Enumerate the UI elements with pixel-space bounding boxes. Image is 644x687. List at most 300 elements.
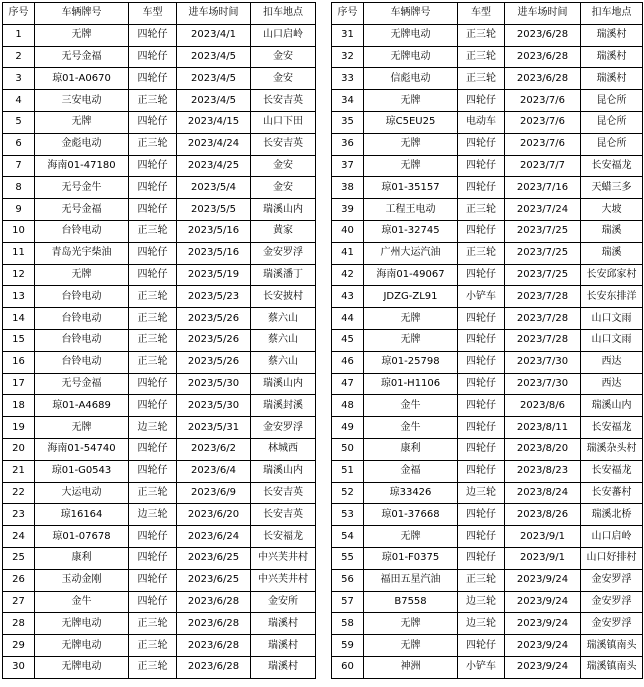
cell-plate: 康利 [35, 547, 129, 569]
cell-location: 瑞溪村 [581, 46, 643, 68]
cell-vehicle-type: 小铲车 [458, 656, 505, 678]
cell-location: 瑞溪村 [251, 635, 316, 657]
cell-entry-time: 2023/7/28 [505, 308, 581, 330]
cell-plate: 金牛 [35, 591, 129, 613]
table-row [332, 460, 643, 482]
cell-entry-time: 2023/6/28 [177, 613, 251, 635]
cell-plate: 无号金牛 [35, 177, 129, 199]
cell-vehicle-type: 正三轮 [129, 133, 177, 155]
table-row [3, 591, 316, 613]
cell-entry-time: 2023/5/19 [177, 264, 251, 286]
cell-plate: 三安电动 [35, 90, 129, 112]
cell-entry-time: 2023/5/30 [177, 373, 251, 395]
table-row [332, 438, 643, 460]
cell-plate: 玉动金刚 [35, 569, 129, 591]
cell-location: 山口下田 [251, 111, 316, 133]
col-header-location: 扣车地点 [581, 3, 643, 25]
table-row [332, 482, 643, 504]
cell-entry-time: 2023/4/24 [177, 133, 251, 155]
cell-index: 20 [3, 438, 35, 460]
cell-index: 7 [3, 155, 35, 177]
cell-index: 45 [332, 329, 364, 351]
cell-plate: 无牌 [364, 635, 458, 657]
cell-index: 35 [332, 111, 364, 133]
cell-index: 23 [3, 504, 35, 526]
cell-index: 33 [332, 68, 364, 90]
table-row [3, 177, 316, 199]
cell-plate: 琼01-32745 [364, 220, 458, 242]
cell-vehicle-type: 四轮仔 [458, 177, 505, 199]
cell-location: 金安罗浮 [251, 417, 316, 439]
cell-plate: 台铃电动 [35, 329, 129, 351]
cell-entry-time: 2023/7/28 [505, 286, 581, 308]
cell-location: 瑞溪镇南头 [581, 635, 643, 657]
cell-vehicle-type: 四轮仔 [458, 90, 505, 112]
cell-entry-time: 2023/6/4 [177, 460, 251, 482]
cell-location: 西达 [581, 373, 643, 395]
cell-location: 长安蕃村 [581, 482, 643, 504]
cell-vehicle-type: 正三轮 [129, 286, 177, 308]
cell-entry-time: 2023/7/16 [505, 177, 581, 199]
cell-location: 金安 [251, 68, 316, 90]
cell-location: 中兴芙井村 [251, 547, 316, 569]
table-row [3, 46, 316, 68]
cell-plate: 琼33426 [364, 482, 458, 504]
cell-entry-time: 2023/9/24 [505, 613, 581, 635]
cell-location: 金安 [251, 155, 316, 177]
cell-entry-time: 2023/6/25 [177, 569, 251, 591]
cell-entry-time: 2023/9/1 [505, 547, 581, 569]
cell-index: 42 [332, 264, 364, 286]
cell-index: 5 [3, 111, 35, 133]
cell-vehicle-type: 四轮仔 [458, 526, 505, 548]
cell-plate: 神洲 [364, 656, 458, 678]
cell-vehicle-type: 四轮仔 [458, 438, 505, 460]
cell-index: 13 [3, 286, 35, 308]
cell-entry-time: 2023/6/28 [505, 24, 581, 46]
cell-index: 11 [3, 242, 35, 264]
table-row [3, 482, 316, 504]
col-header-entry-time: 进车场时间 [177, 3, 251, 25]
cell-index: 37 [332, 155, 364, 177]
cell-plate: 福田五星汽油 [364, 569, 458, 591]
cell-index: 51 [332, 460, 364, 482]
cell-location: 西达 [581, 351, 643, 373]
cell-plate: 琼01-F0375 [364, 547, 458, 569]
cell-location: 昆仑所 [581, 111, 643, 133]
table-row [3, 635, 316, 657]
cell-plate: 琼16164 [35, 504, 129, 526]
table-row [3, 526, 316, 548]
cell-index: 50 [332, 438, 364, 460]
cell-vehicle-type: 四轮仔 [129, 526, 177, 548]
vehicle-table-left [2, 2, 316, 679]
table-row [3, 264, 316, 286]
cell-location: 山口启岭 [251, 24, 316, 46]
table-row [332, 286, 643, 308]
cell-plate: 大运电动 [35, 482, 129, 504]
cell-plate: 无牌电动 [35, 613, 129, 635]
cell-plate: 海南01-54740 [35, 438, 129, 460]
cell-location: 瑞溪 [581, 242, 643, 264]
cell-location: 长安吉英 [251, 482, 316, 504]
cell-entry-time: 2023/9/24 [505, 591, 581, 613]
cell-location: 蔡六山 [251, 329, 316, 351]
cell-plate: 信彪电动 [364, 68, 458, 90]
cell-plate: 金彪电动 [35, 133, 129, 155]
cell-location: 瑞溪山内 [251, 373, 316, 395]
table-header-row [332, 3, 643, 25]
cell-index: 8 [3, 177, 35, 199]
cell-vehicle-type: 正三轮 [129, 308, 177, 330]
cell-vehicle-type: 正三轮 [129, 351, 177, 373]
cell-vehicle-type: 四轮仔 [458, 547, 505, 569]
cell-entry-time: 2023/5/26 [177, 329, 251, 351]
cell-vehicle-type: 小铲车 [458, 286, 505, 308]
cell-vehicle-type: 四轮仔 [458, 220, 505, 242]
cell-vehicle-type: 四轮仔 [458, 460, 505, 482]
cell-location: 昆仑所 [581, 90, 643, 112]
cell-location: 长安福龙 [581, 155, 643, 177]
cell-entry-time: 2023/5/26 [177, 351, 251, 373]
cell-vehicle-type: 四轮仔 [129, 395, 177, 417]
cell-plate: 琼C5EU25 [364, 111, 458, 133]
table-row [3, 155, 316, 177]
cell-index: 53 [332, 504, 364, 526]
cell-vehicle-type: 四轮仔 [458, 264, 505, 286]
cell-vehicle-type: 边三轮 [458, 591, 505, 613]
table-row [3, 133, 316, 155]
cell-plate: JDZG-ZL91 [364, 286, 458, 308]
cell-location: 大坡 [581, 199, 643, 221]
cell-entry-time: 2023/8/26 [505, 504, 581, 526]
cell-vehicle-type: 四轮仔 [129, 199, 177, 221]
cell-index: 56 [332, 569, 364, 591]
cell-location: 长安福龙 [581, 460, 643, 482]
cell-location: 瑞溪山内 [581, 395, 643, 417]
cell-entry-time: 2023/9/1 [505, 526, 581, 548]
table-row [332, 613, 643, 635]
cell-vehicle-type: 四轮仔 [129, 591, 177, 613]
cell-plate: 无牌 [364, 308, 458, 330]
cell-location: 长安福龙 [581, 417, 643, 439]
cell-vehicle-type: 正三轮 [129, 482, 177, 504]
cell-location: 长安东排洋 [581, 286, 643, 308]
cell-plate: 无牌 [35, 111, 129, 133]
cell-entry-time: 2023/5/5 [177, 199, 251, 221]
table-row [3, 438, 316, 460]
cell-location: 山口启岭 [581, 526, 643, 548]
cell-vehicle-type: 四轮仔 [458, 373, 505, 395]
table-row [3, 286, 316, 308]
cell-vehicle-type: 四轮仔 [129, 155, 177, 177]
cell-entry-time: 2023/6/20 [177, 504, 251, 526]
cell-plate: 青岛光宇柴油 [35, 242, 129, 264]
cell-entry-time: 2023/4/5 [177, 46, 251, 68]
cell-location: 长安邱家村 [581, 264, 643, 286]
cell-plate: 琼01-25798 [364, 351, 458, 373]
cell-entry-time: 2023/6/25 [177, 547, 251, 569]
col-header-type: 车型 [129, 3, 177, 25]
cell-location: 长安吉英 [251, 90, 316, 112]
cell-vehicle-type: 四轮仔 [129, 264, 177, 286]
table-row [3, 199, 316, 221]
cell-entry-time: 2023/7/28 [505, 329, 581, 351]
cell-vehicle-type: 正三轮 [129, 90, 177, 112]
cell-location: 瑞溪 [581, 220, 643, 242]
cell-vehicle-type: 四轮仔 [129, 569, 177, 591]
cell-entry-time: 2023/4/5 [177, 68, 251, 90]
cell-index: 41 [332, 242, 364, 264]
cell-entry-time: 2023/4/15 [177, 111, 251, 133]
cell-location: 瑞溪封溪 [251, 395, 316, 417]
table-row [332, 155, 643, 177]
cell-index: 36 [332, 133, 364, 155]
cell-plate: 台铃电动 [35, 220, 129, 242]
cell-entry-time: 2023/9/24 [505, 635, 581, 657]
table-row [3, 569, 316, 591]
table-row [3, 395, 316, 417]
cell-entry-time: 2023/9/24 [505, 656, 581, 678]
cell-location: 瑞溪杂头村 [581, 438, 643, 460]
cell-location: 金安罗浮 [581, 569, 643, 591]
cell-vehicle-type: 四轮仔 [458, 395, 505, 417]
cell-vehicle-type: 四轮仔 [129, 547, 177, 569]
cell-index: 17 [3, 373, 35, 395]
cell-vehicle-type: 边三轮 [129, 417, 177, 439]
table-row [3, 111, 316, 133]
cell-entry-time: 2023/7/30 [505, 373, 581, 395]
vehicle-table-right [331, 2, 643, 679]
cell-plate: 康利 [364, 438, 458, 460]
col-header-entry-time: 进车场时间 [505, 3, 581, 25]
cell-entry-time: 2023/6/2 [177, 438, 251, 460]
cell-plate: 无牌电动 [35, 656, 129, 678]
col-header-index: 序号 [3, 3, 35, 25]
cell-index: 12 [3, 264, 35, 286]
table-row [332, 90, 643, 112]
cell-index: 34 [332, 90, 364, 112]
col-header-plate: 车辆牌号 [35, 3, 129, 25]
cell-location: 长安福龙 [251, 526, 316, 548]
cell-plate: 无牌 [35, 24, 129, 46]
cell-index: 24 [3, 526, 35, 548]
cell-index: 31 [332, 24, 364, 46]
cell-vehicle-type: 四轮仔 [129, 111, 177, 133]
cell-index: 27 [3, 591, 35, 613]
cell-location: 瑞溪村 [251, 613, 316, 635]
cell-vehicle-type: 四轮仔 [458, 635, 505, 657]
table-row [332, 242, 643, 264]
col-header-plate: 车辆牌号 [364, 3, 458, 25]
cell-entry-time: 2023/8/24 [505, 482, 581, 504]
cell-location: 中兴芙井村 [251, 569, 316, 591]
cell-location: 山口文雨 [581, 329, 643, 351]
cell-index: 30 [3, 656, 35, 678]
table-row [3, 220, 316, 242]
cell-index: 47 [332, 373, 364, 395]
table-row [332, 220, 643, 242]
cell-vehicle-type: 四轮仔 [129, 242, 177, 264]
table-row [332, 177, 643, 199]
cell-index: 40 [332, 220, 364, 242]
cell-vehicle-type: 四轮仔 [129, 46, 177, 68]
cell-plate: 无号金福 [35, 199, 129, 221]
cell-index: 60 [332, 656, 364, 678]
cell-plate: 琼01-H1106 [364, 373, 458, 395]
cell-location: 金安所 [251, 591, 316, 613]
cell-index: 25 [3, 547, 35, 569]
cell-index: 38 [332, 177, 364, 199]
cell-plate: 工程王电动 [364, 199, 458, 221]
cell-entry-time: 2023/7/25 [505, 242, 581, 264]
cell-plate: 无牌电动 [364, 24, 458, 46]
cell-vehicle-type: 四轮仔 [458, 308, 505, 330]
cell-location: 天蜡三多 [581, 177, 643, 199]
cell-vehicle-type: 四轮仔 [129, 438, 177, 460]
cell-plate: 琼01-A0670 [35, 68, 129, 90]
table-row [332, 68, 643, 90]
cell-location: 瑞溪北桥 [581, 504, 643, 526]
cell-entry-time: 2023/9/24 [505, 569, 581, 591]
cell-vehicle-type: 正三轮 [458, 68, 505, 90]
cell-index: 32 [332, 46, 364, 68]
cell-vehicle-type: 边三轮 [458, 613, 505, 635]
table-row [332, 504, 643, 526]
cell-index: 58 [332, 613, 364, 635]
table-row [332, 46, 643, 68]
cell-location: 瑞溪镇南头 [581, 656, 643, 678]
cell-location: 蔡六山 [251, 308, 316, 330]
cell-vehicle-type: 边三轮 [129, 504, 177, 526]
cell-index: 54 [332, 526, 364, 548]
cell-plate: 海南01-47180 [35, 155, 129, 177]
cell-location: 金安 [251, 46, 316, 68]
cell-index: 14 [3, 308, 35, 330]
cell-vehicle-type: 四轮仔 [458, 133, 505, 155]
cell-entry-time: 2023/5/23 [177, 286, 251, 308]
table-row [332, 569, 643, 591]
cell-location: 长安披村 [251, 286, 316, 308]
table-row [332, 351, 643, 373]
table-row [332, 111, 643, 133]
cell-index: 59 [332, 635, 364, 657]
table-row [332, 635, 643, 657]
table-row [332, 133, 643, 155]
cell-vehicle-type: 正三轮 [458, 242, 505, 264]
table-row [3, 242, 316, 264]
cell-location: 黄家 [251, 220, 316, 242]
cell-vehicle-type: 正三轮 [129, 656, 177, 678]
table-row [3, 329, 316, 351]
cell-index: 19 [3, 417, 35, 439]
cell-index: 15 [3, 329, 35, 351]
cell-vehicle-type: 四轮仔 [458, 417, 505, 439]
cell-index: 44 [332, 308, 364, 330]
table-row [332, 526, 643, 548]
cell-entry-time: 2023/6/28 [177, 635, 251, 657]
cell-index: 39 [332, 199, 364, 221]
table-row [332, 24, 643, 46]
cell-index: 9 [3, 199, 35, 221]
cell-vehicle-type: 正三轮 [129, 613, 177, 635]
cell-vehicle-type: 正三轮 [458, 24, 505, 46]
cell-entry-time: 2023/5/16 [177, 242, 251, 264]
cell-index: 16 [3, 351, 35, 373]
cell-plate: 琼01-37668 [364, 504, 458, 526]
col-header-type: 车型 [458, 3, 505, 25]
cell-vehicle-type: 四轮仔 [129, 460, 177, 482]
cell-vehicle-type: 四轮仔 [129, 68, 177, 90]
cell-plate: 金牛 [364, 417, 458, 439]
table-row [332, 547, 643, 569]
cell-plate: 无牌电动 [364, 46, 458, 68]
cell-plate: 无牌 [364, 90, 458, 112]
table-row [332, 199, 643, 221]
cell-vehicle-type: 正三轮 [129, 220, 177, 242]
cell-entry-time: 2023/6/24 [177, 526, 251, 548]
cell-plate: B7558 [364, 591, 458, 613]
cell-entry-time: 2023/8/6 [505, 395, 581, 417]
cell-index: 10 [3, 220, 35, 242]
table-row [332, 395, 643, 417]
cell-entry-time: 2023/5/30 [177, 395, 251, 417]
table-row [3, 68, 316, 90]
cell-location: 昆仑所 [581, 133, 643, 155]
cell-vehicle-type: 四轮仔 [458, 504, 505, 526]
table-row [3, 24, 316, 46]
table-header-row [3, 3, 316, 25]
cell-entry-time: 2023/7/7 [505, 155, 581, 177]
cell-vehicle-type: 四轮仔 [129, 373, 177, 395]
cell-plate: 琼01-07678 [35, 526, 129, 548]
cell-entry-time: 2023/6/9 [177, 482, 251, 504]
cell-index: 6 [3, 133, 35, 155]
cell-entry-time: 2023/5/4 [177, 177, 251, 199]
cell-entry-time: 2023/7/6 [505, 133, 581, 155]
cell-entry-time: 2023/8/11 [505, 417, 581, 439]
cell-plate: 琼01-G0543 [35, 460, 129, 482]
cell-vehicle-type: 电动车 [458, 111, 505, 133]
cell-location: 金安 [251, 177, 316, 199]
cell-entry-time: 2023/7/25 [505, 264, 581, 286]
cell-location: 长安吉英 [251, 504, 316, 526]
cell-index: 28 [3, 613, 35, 635]
cell-entry-time: 2023/6/28 [505, 46, 581, 68]
cell-entry-time: 2023/7/6 [505, 111, 581, 133]
cell-entry-time: 2023/6/28 [505, 68, 581, 90]
table-row [3, 460, 316, 482]
cell-index: 55 [332, 547, 364, 569]
cell-location: 山口文雨 [581, 308, 643, 330]
cell-location: 山口好排村 [581, 547, 643, 569]
cell-index: 21 [3, 460, 35, 482]
table-row [332, 329, 643, 351]
cell-plate: 金福 [364, 460, 458, 482]
cell-entry-time: 2023/8/23 [505, 460, 581, 482]
cell-location: 金安罗浮 [251, 242, 316, 264]
cell-plate: 无号金福 [35, 373, 129, 395]
cell-entry-time: 2023/5/31 [177, 417, 251, 439]
cell-plate: 无牌 [35, 264, 129, 286]
cell-location: 金安罗浮 [581, 591, 643, 613]
cell-plate: 无牌 [364, 133, 458, 155]
cell-plate: 台铃电动 [35, 286, 129, 308]
cell-plate: 海南01-49067 [364, 264, 458, 286]
cell-plate: 无牌 [364, 613, 458, 635]
cell-vehicle-type: 边三轮 [458, 482, 505, 504]
cell-entry-time: 2023/6/28 [177, 656, 251, 678]
